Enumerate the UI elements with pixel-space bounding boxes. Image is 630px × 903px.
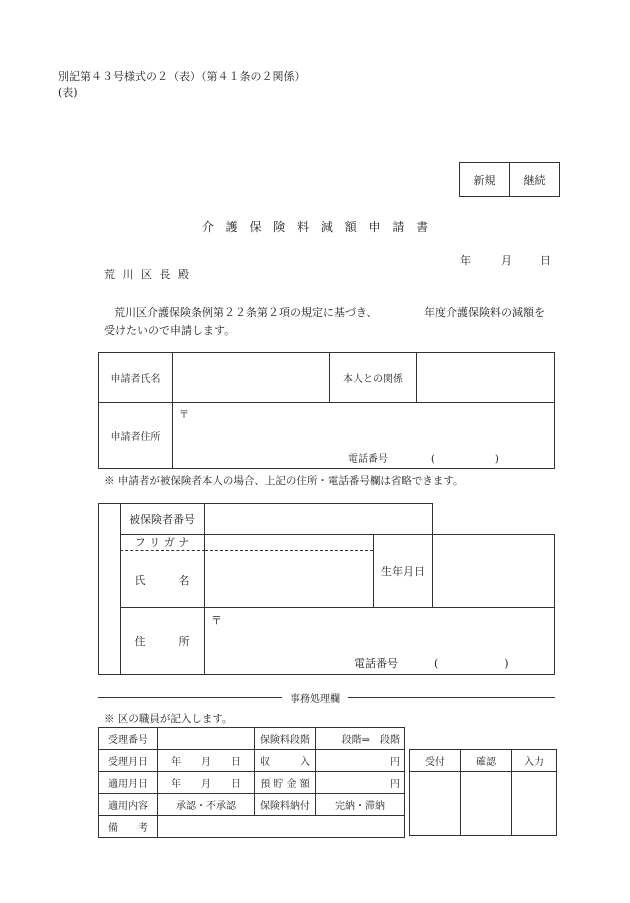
remarks-field[interactable] <box>158 816 405 838</box>
income-label: 収 入 <box>255 750 316 772</box>
applicant-address-label: 申請者住所 <box>99 403 173 469</box>
premium-stage-field[interactable]: 段階⇒ 段階 <box>316 728 405 750</box>
stamp-box-input[interactable] <box>512 772 557 836</box>
remarks-label: 備 考 <box>99 816 158 838</box>
form-number: 別記第４３号様式の２（表）（第４１条の２関係） <box>58 70 306 83</box>
insured-address-label: 住 所 <box>120 607 205 675</box>
side-label: (表) <box>58 86 78 99</box>
applied-content-field[interactable]: 承認・不承認 <box>158 794 255 816</box>
birth-date-field[interactable] <box>434 535 554 607</box>
phone-field[interactable]: ( ) <box>431 454 499 465</box>
applied-content-label: 適用内容 <box>99 794 158 816</box>
stamp-header-receipt: 受付 <box>410 750 461 772</box>
date-year: 年 <box>460 254 471 267</box>
phone-label: 電話番号 <box>348 454 388 465</box>
payment-field[interactable]: 完納・滞納 <box>316 794 405 816</box>
addressee: 荒 川 区 長 殿 <box>104 268 189 281</box>
income-field[interactable]: 円 <box>316 750 405 772</box>
receipt-number-field[interactable] <box>158 728 255 750</box>
insured-name-field[interactable] <box>206 552 372 607</box>
stamp-header-input: 入力 <box>512 750 557 772</box>
intro-text-2: 年度介護保険料の減額を <box>424 306 545 319</box>
phone-field-2[interactable]: ( ) <box>434 657 509 670</box>
furigana-label: フ リ ガ ナ <box>120 534 205 551</box>
stamp-header-confirm: 確認 <box>461 750 512 772</box>
postal-mark: 〒 <box>179 410 189 421</box>
savings-label: 預 貯 金 額 <box>255 772 316 794</box>
intro-text-3: 受けたいので申請します。 <box>104 324 236 337</box>
payment-label: 保険料納付 <box>255 794 316 816</box>
stamp-table <box>409 749 557 836</box>
new-checkbox[interactable]: 新規 <box>460 163 510 197</box>
stamp-box-receipt[interactable] <box>410 772 461 836</box>
relation-field[interactable] <box>417 353 555 403</box>
applicant-name-label: 申請者氏名 <box>99 353 173 403</box>
date-day: 日 <box>540 254 551 267</box>
date-month: 月 <box>501 254 512 267</box>
insured-name-label: 氏 名 <box>120 551 205 608</box>
furigana-field[interactable] <box>206 535 372 550</box>
office-section-header <box>0 690 630 705</box>
insured-address-field[interactable] <box>206 608 554 674</box>
applicant-table <box>98 352 555 469</box>
office-note: ※ 区の職員が記入します。 <box>104 713 233 725</box>
receipt-number-label: 受理番号 <box>99 728 158 750</box>
receipt-date-field[interactable]: 年 月 日 <box>158 750 255 772</box>
insured-number-field[interactable] <box>206 504 432 534</box>
receipt-date-label: 受理月日 <box>99 750 158 772</box>
phone-label-2: 電話番号 <box>354 657 398 670</box>
relation-label: 本人との関係 <box>330 353 417 403</box>
form-title: 介 護 保 険 料 減 額 申 請 書 <box>201 220 429 234</box>
applied-date-field[interactable]: 年 月 日 <box>158 772 255 794</box>
status-box <box>459 162 560 197</box>
applied-date-label: 適用月日 <box>99 772 158 794</box>
intro-text-1: 荒川区介護保険条例第２２条第２項の規定に基づき、 <box>114 306 378 319</box>
insured-table <box>98 503 555 675</box>
stamp-box-confirm[interactable] <box>461 772 512 836</box>
savings-field[interactable]: 円 <box>316 772 405 794</box>
applicant-note: ※ 申請者が被保険者本人の場合、上記の住所・電話番号欄は省略できます。 <box>104 475 464 487</box>
insured-number-label: 被保険者番号 <box>120 503 205 535</box>
applicant-address-field[interactable] <box>173 403 555 469</box>
continue-checkbox[interactable]: 継続 <box>510 163 560 197</box>
premium-stage-label: 保険料段階 <box>255 728 316 750</box>
office-section-title: 事務処理欄 <box>282 694 348 705</box>
postal-mark-2: 〒 <box>211 614 222 627</box>
birth-date-label: 生年月日 <box>373 534 433 608</box>
applicant-name-field[interactable] <box>173 353 330 403</box>
office-table <box>98 727 405 838</box>
